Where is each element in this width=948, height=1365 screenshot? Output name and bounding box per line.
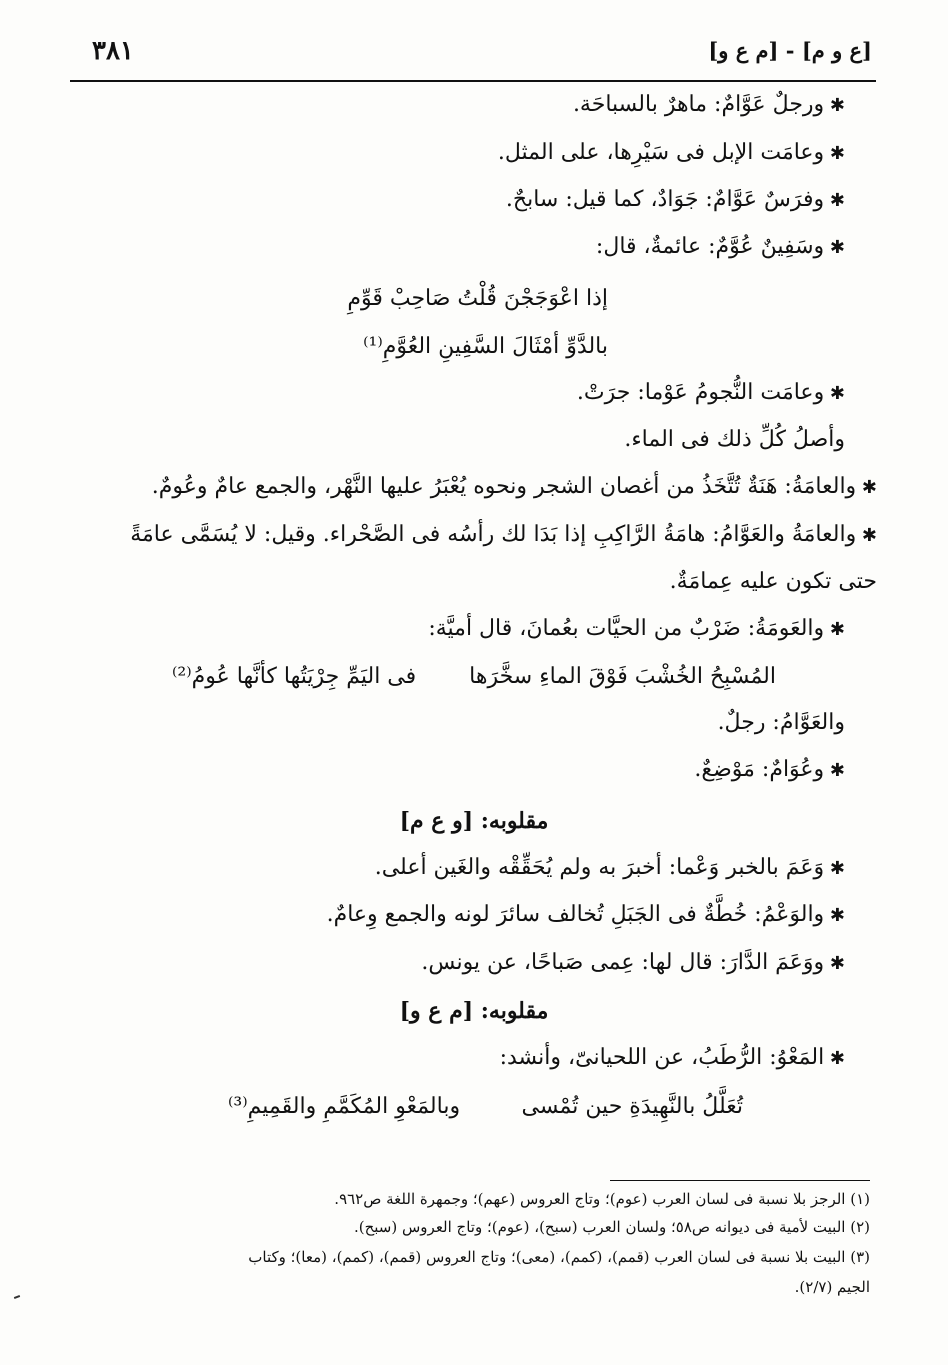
entry-line: ✱ والوَعْمُ: خُطَّةٌ فى الجَبَلِ تُخالف سائرَ لونه والجمع وِعامٌ. [85, 902, 845, 927]
entry-line: ✱ ورجلٌ عَوَّامٌ: ماهرٌ بالسباحَة. [85, 92, 845, 117]
running-title: [ع و م] - [م ع و] [708, 38, 872, 63]
entry-line: والعَوَّامُ: رجلٌ. [717, 710, 845, 735]
footnote: (١) الرجز بلا نسبة فى لسان العرب (عوم)؛ وتاج العروس (عهم)؛ وجمهرة اللغة ص٩٦٢. [334, 1190, 870, 1208]
footnote: الجيم (٢/٧). [794, 1278, 870, 1296]
footnote: (٢) البيت لأمية فى ديوانه ص٥٨؛ ولسان العرب (سبح)، (عوم)؛ وتاج العروس (سبح). [353, 1218, 870, 1236]
entry-line: ✱ وعُوَامٌ: مَوْضِعٌ. [85, 757, 845, 782]
verse-1-right: المُسْبِحُ الخُشْبَ فَوْقَ الماءِ سخَّرَها [469, 664, 776, 689]
section-heading: مقلوبه: [و ع م] [399, 808, 549, 834]
entry-line: وأصلُ كُلِّ ذلك فى الماء. [624, 427, 845, 452]
entry-line: ✱ وعامَت النُّجومُ عَوْما: جرَتْ. [85, 380, 845, 405]
entry-line: ✱ ووَعَمَ الدَّارَ: قال لها: عِمى صَباحًا، عن يونس. [85, 950, 845, 975]
entry-line: ✱ وَعَمَ بالخبر وَعْما: أخبرَ به ولم يُحَقِّقْه والغَين أعلى. [85, 855, 845, 880]
header-rule [70, 80, 876, 82]
verse-1-left: فى اليَمِّ جِرْيَتُها كأنَّها عُومُ⁽²⁾ [172, 664, 417, 689]
entry-line: ✱ والعَومَةُ: ضَرْبٌ من الحيَّات بعُمانَ، قال أميَّة: [85, 616, 845, 641]
entry-line: حتى تكون عليه عِمامَةٌ. [669, 569, 877, 594]
footnote: (٣) البيت بلا نسبة فى لسان العرب (قمم)، (كمم)، (معى)؛ وتاج العروس (قمم)، (كمم)، (معا)؛ وكتاب [248, 1248, 870, 1266]
rajaz-line-1: إذا اعْوَجَجْنَ قُلْتُ صَاحِبْ قَوِّمِ [347, 286, 608, 311]
scan-speck [14, 1295, 20, 1299]
entry-line: ✱ وفرَسٌ عَوَّامٌ: جَوَادٌ، كما قيل: سابحٌ. [85, 187, 845, 212]
section-heading: مقلوبه: [م ع و] [399, 998, 549, 1024]
rajaz-line-2: بالدَّوِّ أمْثَالَ السَّفِينِ العُوَّمِ⁽¹⁾ [363, 334, 608, 359]
footnote-rule [610, 1180, 870, 1181]
entry-line: ✱ وعامَت الإبل فى سَيْرِها، على المثل. [85, 140, 845, 165]
entry-line: ✱ وسَفِينٌ عُوَّمٌ: عائمةٌ، قال: [85, 234, 845, 259]
entry-line: ✱ المَعْوُ: الرُّطَبُ، عن اللحيانىّ، وأنشد: [85, 1045, 845, 1070]
entry-line: ✱ والعامَةُ: هَنَةٌ تُتَّخَذُ من أغصان الشجر ونحوه يُعْبَرُ عليها النَّهْر، والجمع عامٌ وعُومٌ. [82, 474, 877, 499]
page-header [70, 36, 876, 76]
verse-2-right: تُعَلَّلُ بالنَّهِيدَةِ حين تُمْسى [521, 1094, 743, 1119]
page-number: ٣٨١ [92, 36, 134, 66]
entry-line: ✱ والعامَةُ والعَوَّامُ: هامَةُ الرَّاكِبِ إذا بَدَا لك رأسُه فى الصَّحْراء. وقيل: لا يُسَمَّى عامَةً [82, 522, 877, 547]
verse-2-left: وبالمَعْوِ المُكَمَّمِ والقَمِيمِ⁽³⁾ [228, 1094, 461, 1119]
